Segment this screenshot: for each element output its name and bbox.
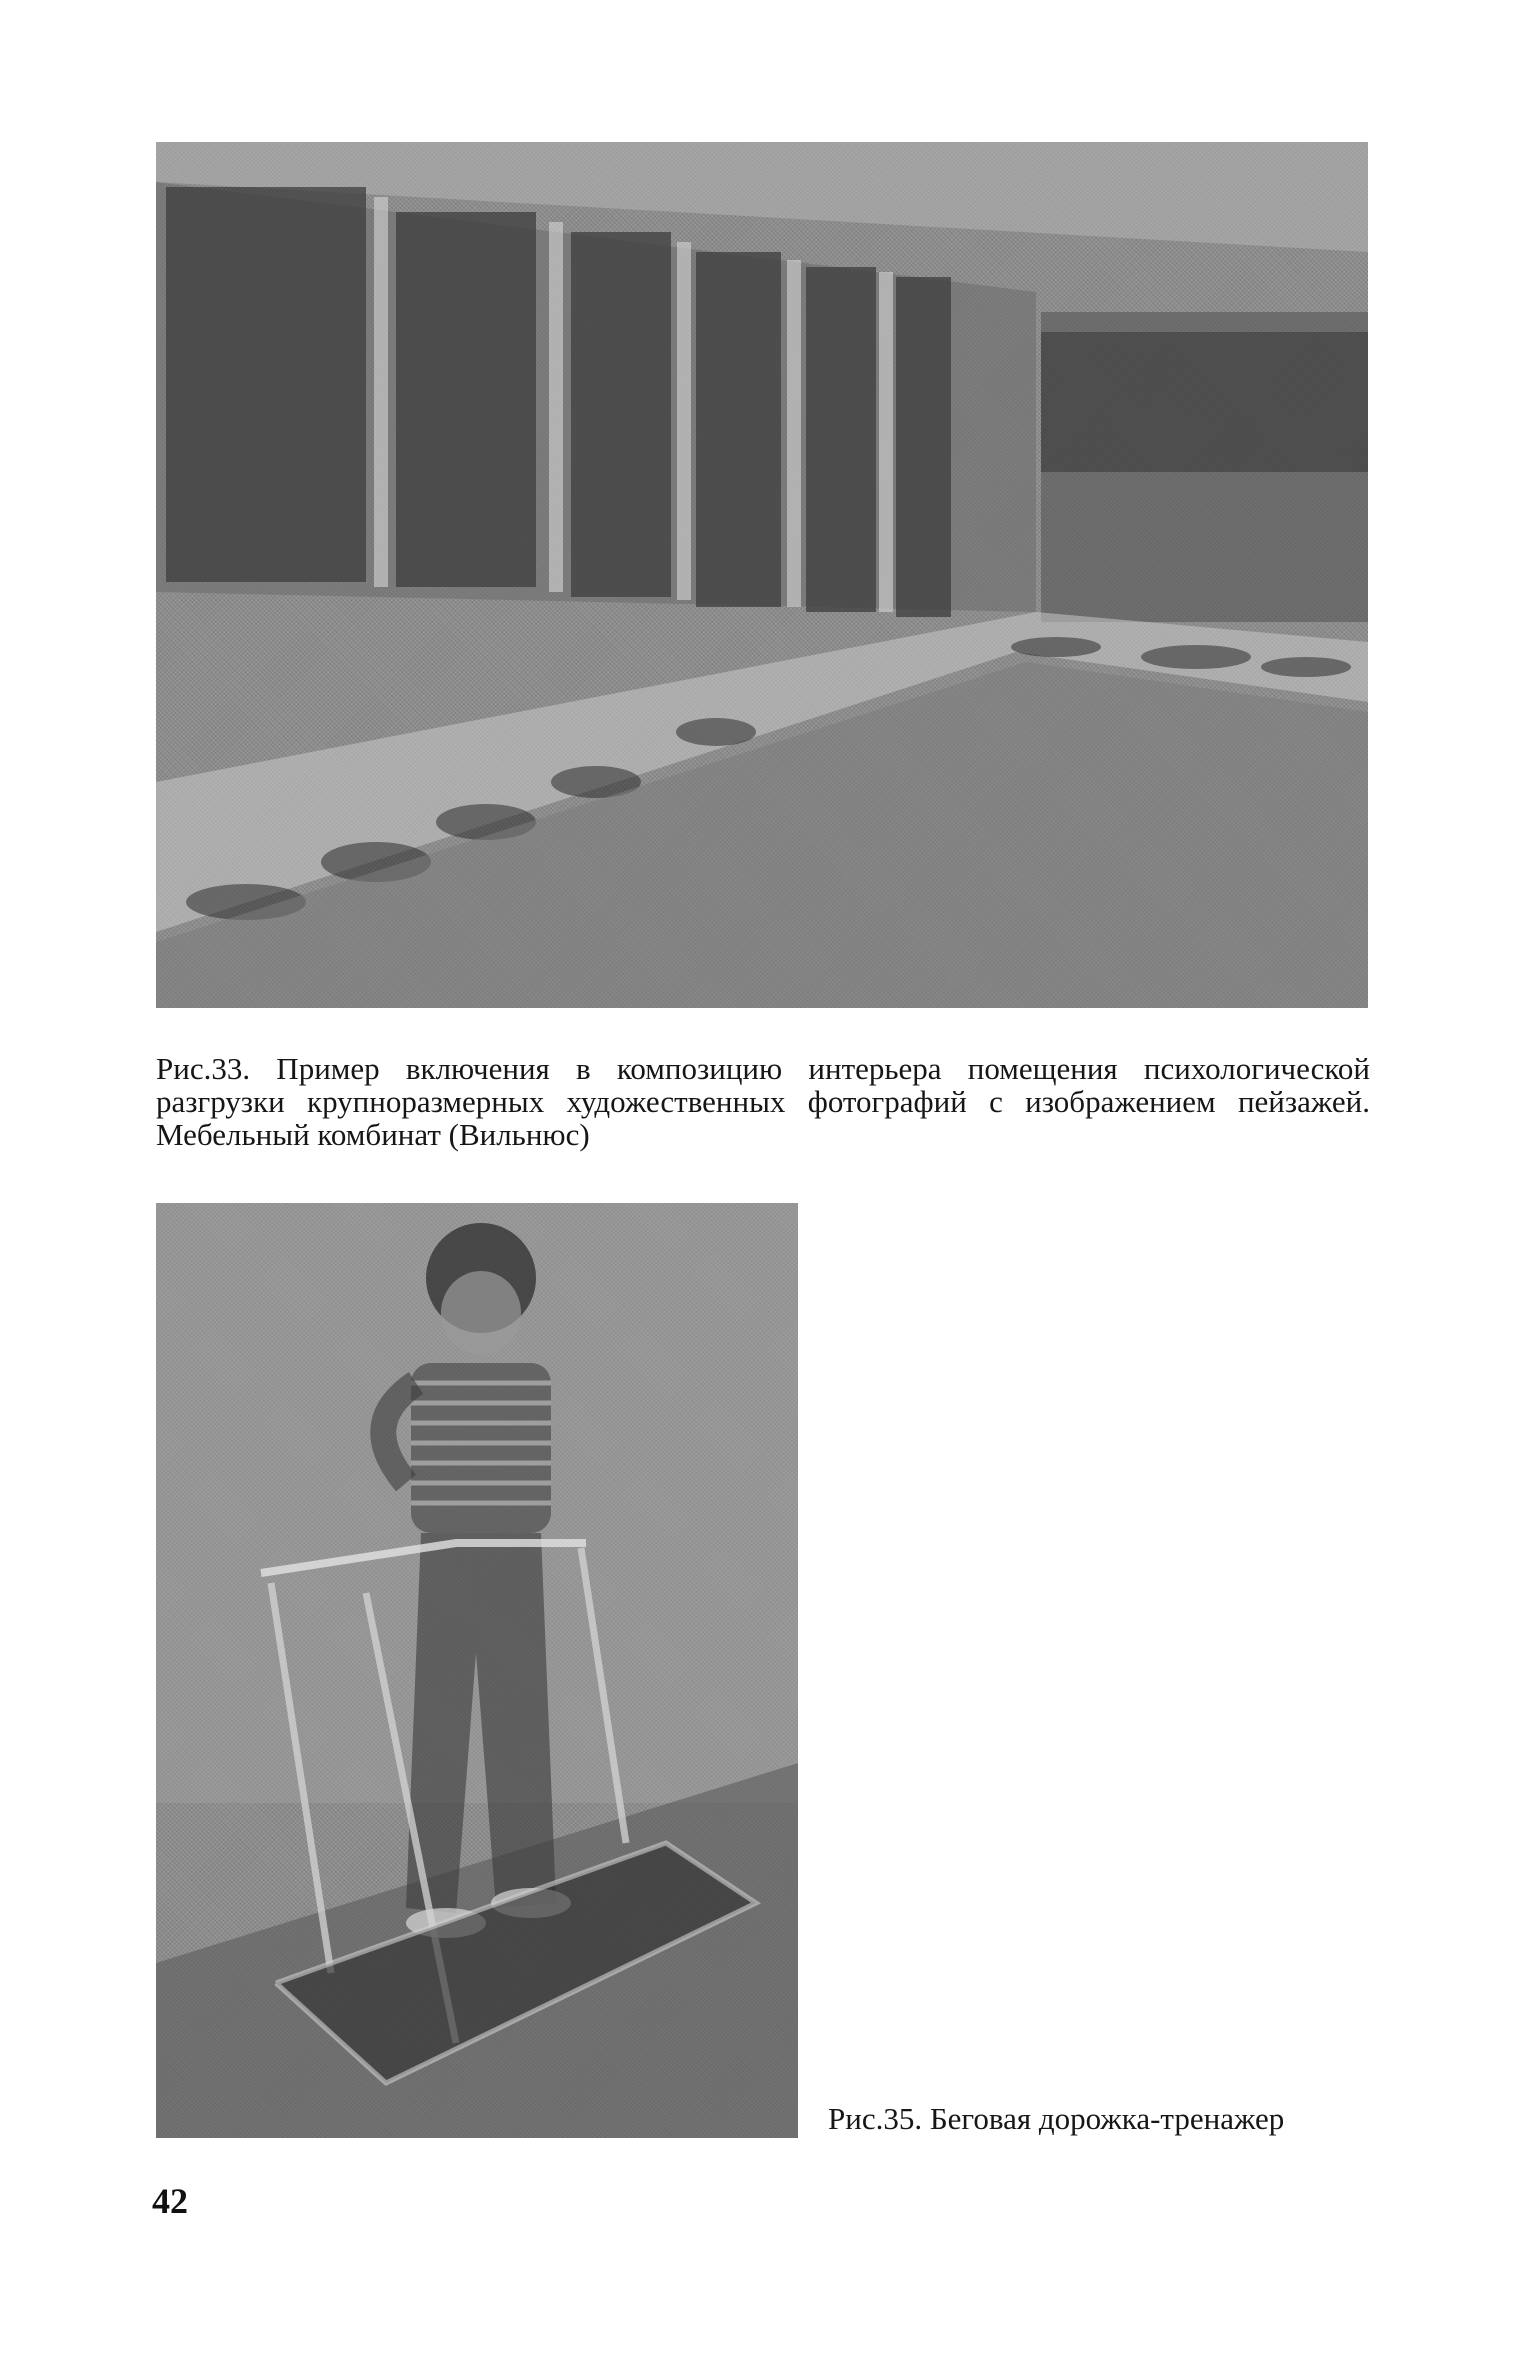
figure-33-caption: Рис.33. Пример включения в композицию интерьера помещения психологической разгрузки крупноразмерных художественных фотографий с изображением пейзажей. Мебельный комбинат (Вильнюс) bbox=[156, 1051, 1370, 1152]
figure-35-photo bbox=[156, 1203, 798, 2138]
page-number: 42 bbox=[152, 2181, 188, 2221]
figure-35-caption: Рис.35. Беговая дорожка-тренажер bbox=[828, 2101, 1285, 2136]
interior-photo-drawing bbox=[156, 142, 1368, 1008]
figure-33-photo bbox=[156, 142, 1368, 1008]
treadmill-photo-drawing bbox=[156, 1203, 798, 2138]
